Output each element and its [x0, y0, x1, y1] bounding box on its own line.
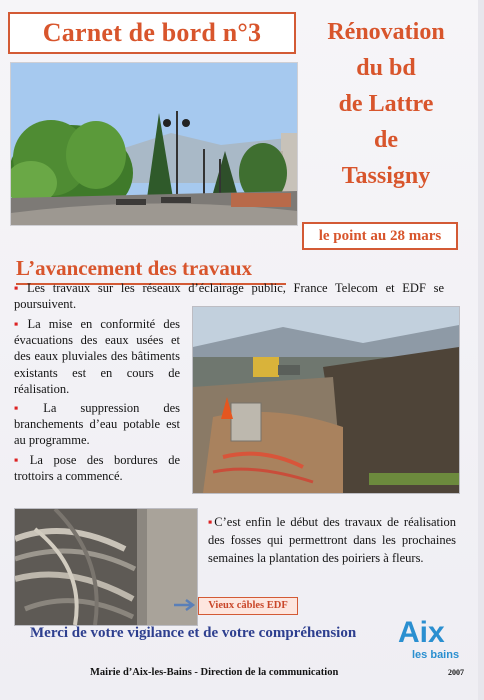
list-item-text: La pose des bordures de trottoirs a commencé.	[14, 452, 181, 483]
footer-credit: Mairie d’Aix-les-Bains - Direction de la communication	[90, 667, 339, 678]
subject-heading	[296, 14, 476, 194]
logo-year: 2007	[448, 668, 464, 677]
boulevard-photo	[10, 62, 298, 226]
subject-line-4: de	[374, 127, 398, 153]
list-item	[14, 452, 180, 484]
bullet-list	[14, 316, 180, 487]
aix-les-bains-logo	[392, 608, 464, 670]
section-title: L’avancement des travaux	[16, 257, 286, 285]
final-paragraph	[208, 513, 456, 567]
arrow-right-icon	[172, 597, 198, 613]
list-item-text: La mise en conformité des évacuations des eaux usées et des eaux pluviales des bâtiments existants est en cours de réalisation.	[14, 317, 181, 396]
list-item-text: La suppression des branchements d’eau potable est au programme.	[14, 401, 180, 448]
svg-text:les bains: les bains	[412, 649, 460, 661]
list-item	[14, 316, 180, 397]
bullet-marker: ▪	[14, 317, 24, 331]
bullet-marker: ▪	[14, 281, 23, 295]
photo-caption: Vieux câbles EDF	[198, 597, 298, 615]
list-item	[14, 400, 180, 449]
final-paragraph-text: C’est enfin le début des travaux de réalisation des fosses qui permettront dans les prochaines semaines la plantation des poiriers à fleurs.	[208, 515, 456, 565]
bullet-marker: ▪	[14, 452, 26, 467]
subject-line-3: de Lattre	[338, 91, 434, 117]
page-edge	[478, 0, 484, 700]
date-badge: le point au 28 mars	[302, 222, 458, 250]
page-title: Carnet de bord n°3	[42, 18, 262, 47]
intro-bullet-text: Les travaux sur les réseaux d’éclairage public, France Telecom et EDF se poursuivent.	[14, 281, 444, 312]
bullet-marker: ▪	[14, 401, 40, 416]
subject-line-5: Tassigny	[341, 163, 431, 189]
title-box	[8, 12, 296, 54]
svg-text:Aix: Aix	[398, 616, 445, 649]
bullet-marker: ▪	[208, 515, 215, 529]
old-cables-photo	[14, 508, 198, 626]
subject-line-2: du bd	[356, 55, 416, 81]
construction-site-photo	[192, 306, 460, 494]
thanks-message: Merci de votre vigilance et de votre compréhension	[30, 625, 357, 641]
subject-line-1: Rénovation	[327, 19, 445, 45]
